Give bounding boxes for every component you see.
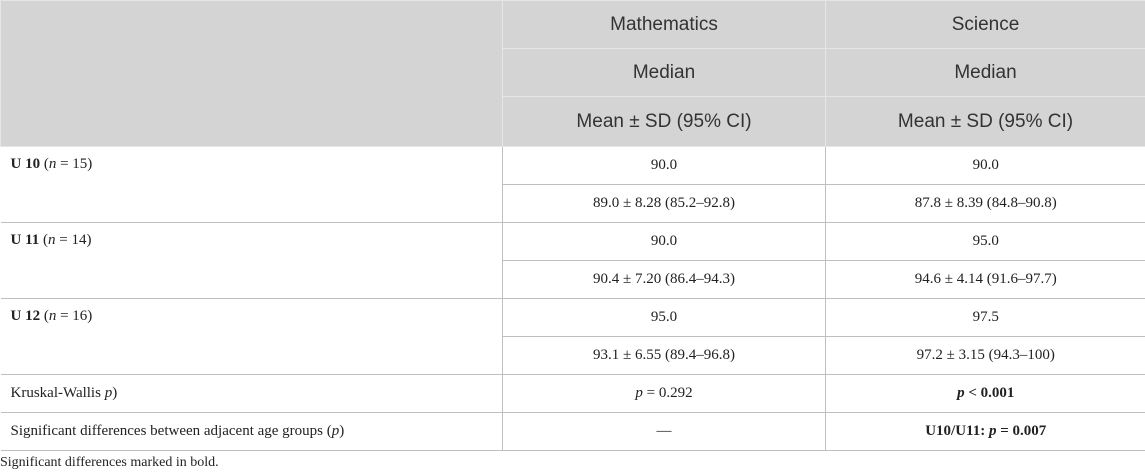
- u10-science-median: 90.0: [826, 147, 1145, 185]
- u11-science-median: 95.0: [826, 223, 1145, 261]
- table-footnote: Significant differences marked in bold.: [0, 455, 219, 470]
- group-name: U 11: [10, 232, 40, 248]
- u12-science-mean: 97.2 ± 3.15 (94.3–100): [826, 337, 1145, 375]
- significant-science: U10/U11: p = 0.007: [826, 413, 1145, 451]
- row-label-u12: U 12 (n = 16): [1, 299, 503, 375]
- u12-math-median: 95.0: [503, 299, 826, 337]
- kruskal-math: p = 0.292: [503, 375, 826, 413]
- u11-math-median: 90.0: [503, 223, 826, 261]
- significant-math: —: [503, 413, 826, 451]
- row-label-u10: U 10 (n = 15): [1, 147, 503, 223]
- u10-math-median: 90.0: [503, 147, 826, 185]
- header-science-mean: Mean ± SD (95% CI): [826, 97, 1145, 147]
- u11-math-mean: 90.4 ± 7.20 (86.4–94.3): [503, 261, 826, 299]
- header-science-median: Median: [826, 49, 1145, 97]
- header-science: Science: [826, 1, 1145, 49]
- header-math-median: Median: [503, 49, 826, 97]
- row-label-u11: U 11 (n = 14): [1, 223, 503, 299]
- row-label-kruskal: Kruskal-Wallis p): [1, 375, 503, 413]
- group-name: U 10: [10, 156, 41, 172]
- header-math-mean: Mean ± SD (95% CI): [503, 97, 826, 147]
- header-mathematics: Mathematics: [503, 1, 826, 49]
- kruskal-science: p < 0.001: [826, 375, 1145, 413]
- u12-science-median: 97.5: [826, 299, 1145, 337]
- u10-math-mean: 89.0 ± 8.28 (85.2–92.8): [503, 185, 826, 223]
- u11-science-mean: 94.6 ± 4.14 (91.6–97.7): [826, 261, 1145, 299]
- group-name: U 12: [10, 308, 41, 324]
- header-blank-cell: [1, 1, 503, 147]
- u12-math-mean: 93.1 ± 6.55 (89.4–96.8): [503, 337, 826, 375]
- row-label-significant: Significant differences between adjacent age groups (p): [1, 413, 503, 451]
- u10-science-mean: 87.8 ± 8.39 (84.8–90.8): [826, 185, 1145, 223]
